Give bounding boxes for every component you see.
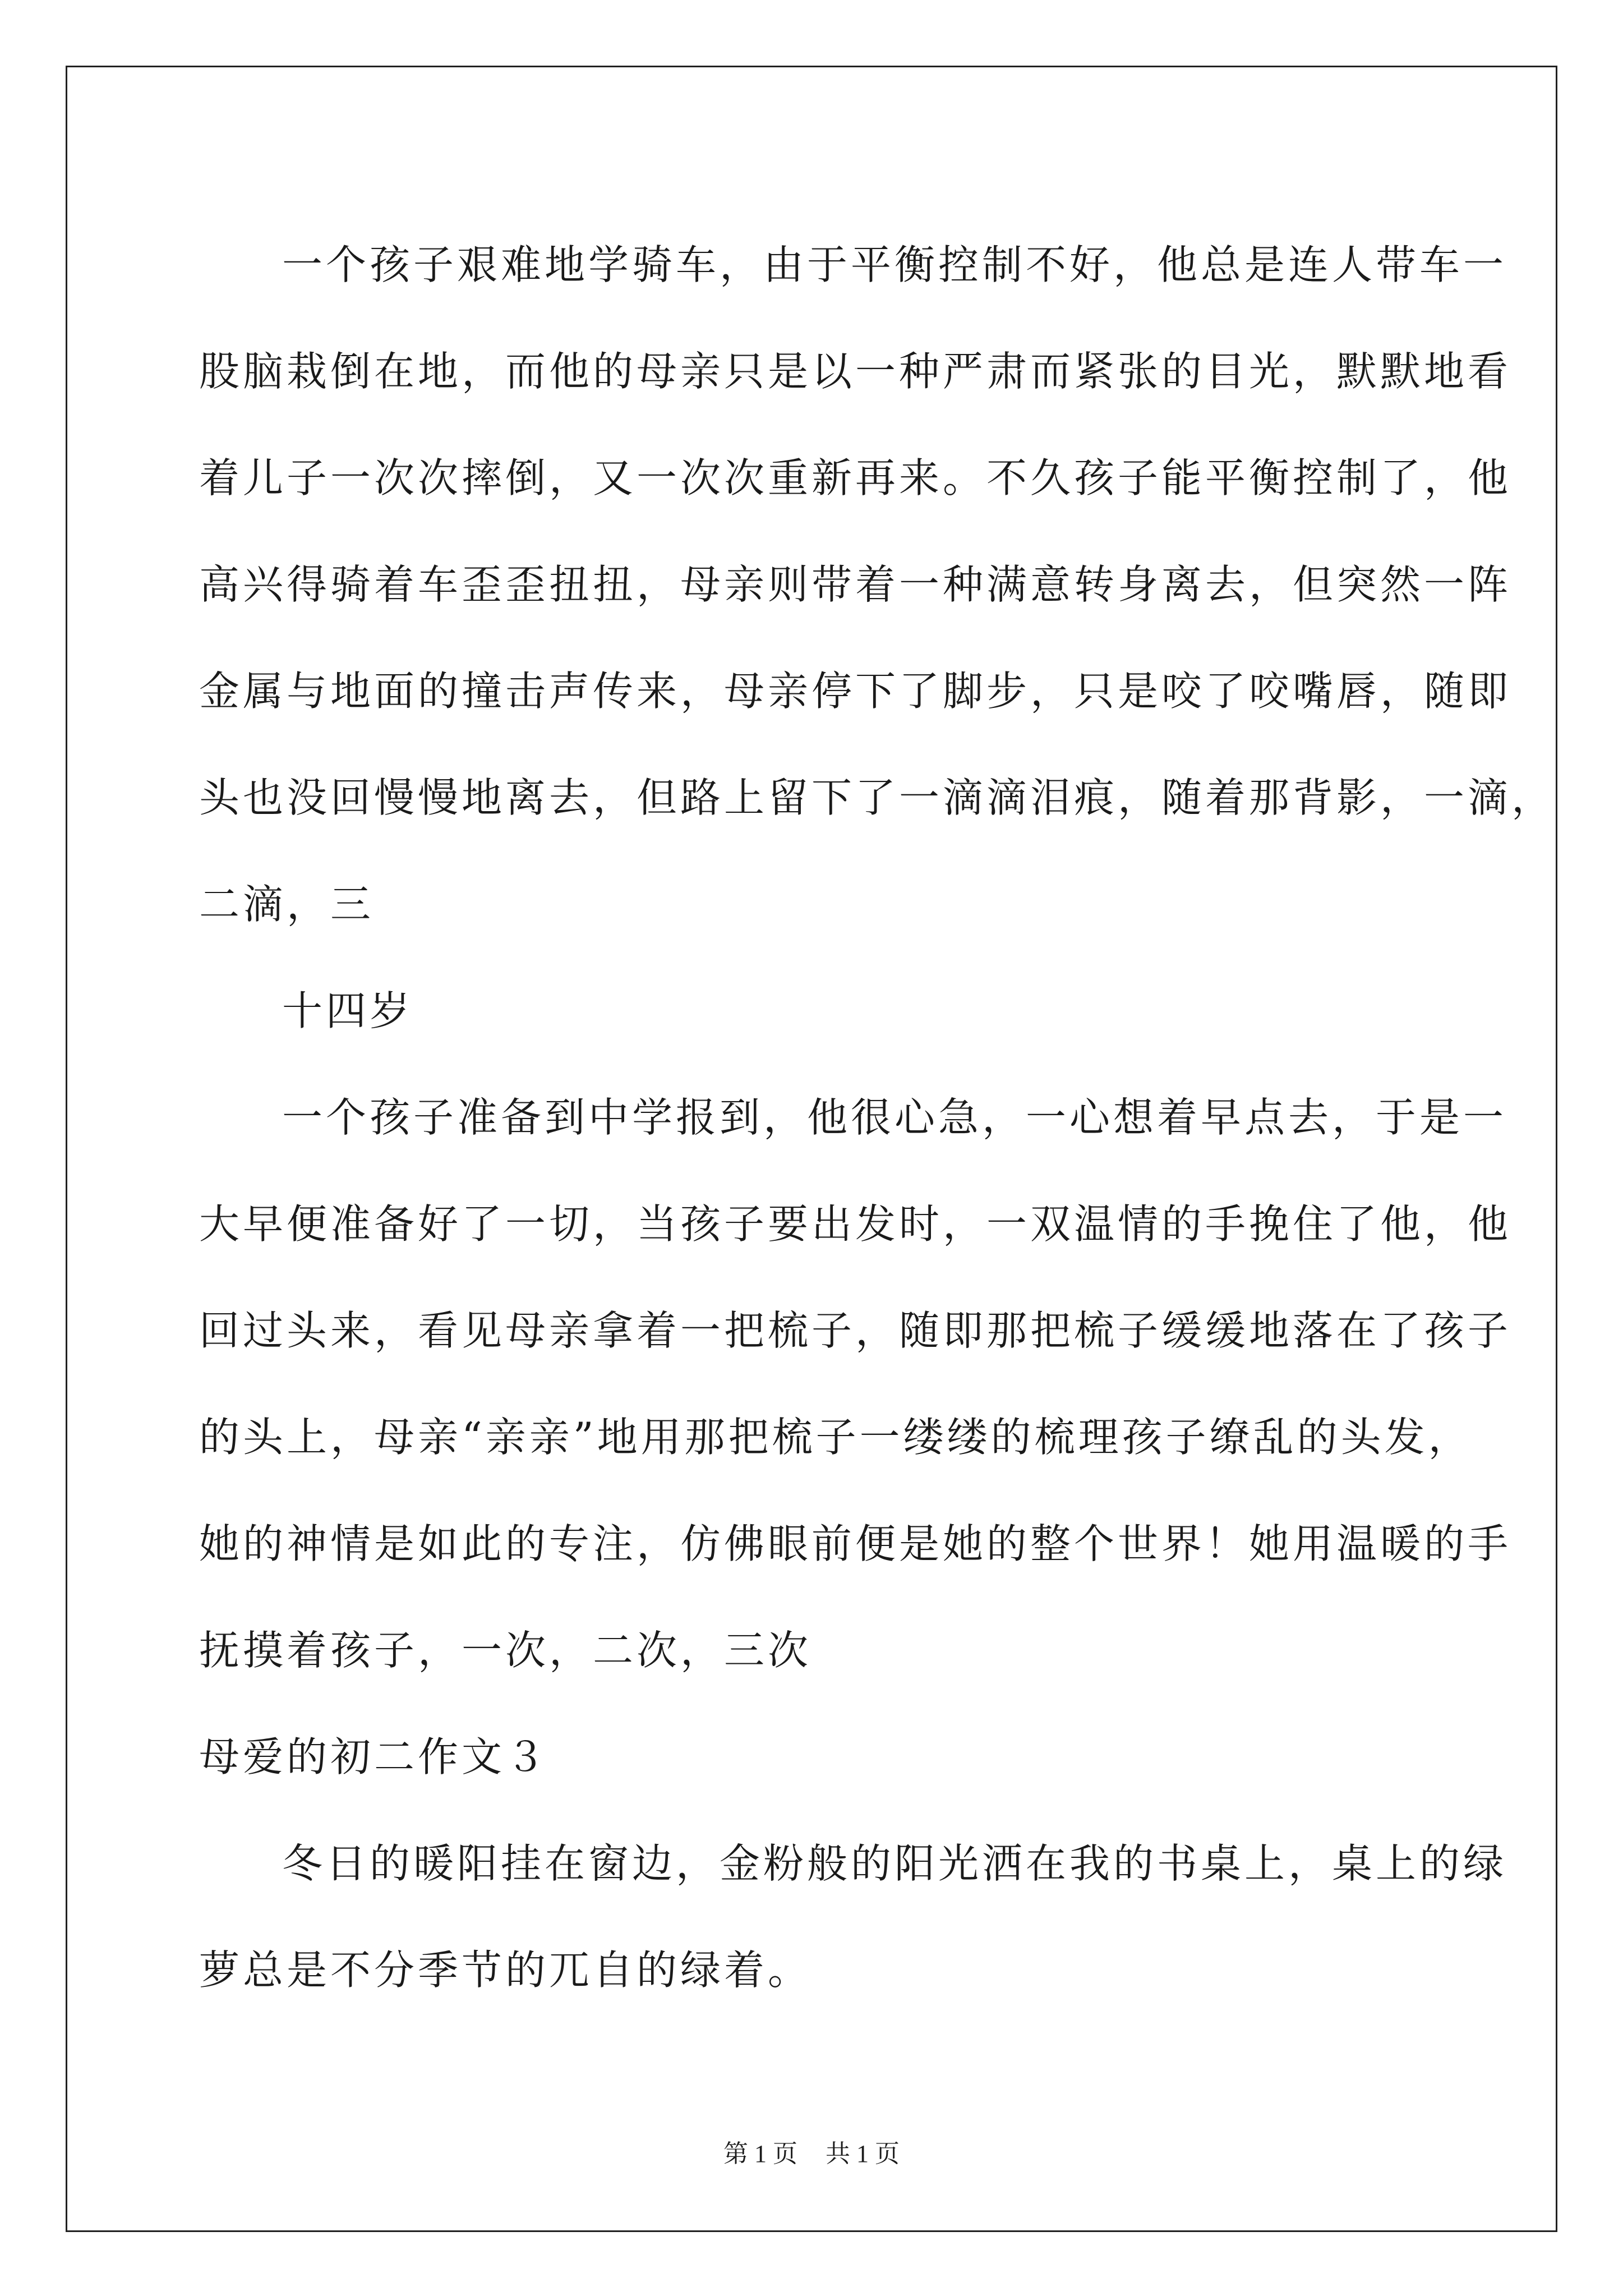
paragraph-line: 萝总是不分季节的兀自的绿着。 xyxy=(199,1947,812,1994)
paragraph-line: 头也没回慢慢地离去，但路上留下了一滴滴泪痕，随着那背影，一滴， xyxy=(199,774,1556,821)
section-subtitle: 十四岁 xyxy=(282,987,414,1034)
paragraph-line: 高兴得骑着车歪歪扭扭，母亲则带着一种满意转身离去，但突然一阵 xyxy=(199,561,1512,608)
page-total: 共 1 页 xyxy=(826,2140,900,2168)
paragraph-line: 一个孩子准备到中学报到，他很心急，一心想着早点去，于是一 xyxy=(282,1094,1507,1141)
paragraph-line: 回过头来，看见母亲拿着一把梳子，随即那把梳子缓缓地落在了孩子 xyxy=(199,1307,1512,1354)
page-footer xyxy=(0,2137,1623,2171)
document-body xyxy=(199,211,1556,2023)
paragraph-line: 着儿子一次次摔倒，又一次次重新再来。不久孩子能平衡控制了，他 xyxy=(199,454,1512,501)
paragraph-line: 二滴，三 xyxy=(199,881,375,928)
paragraph-line: 股脑栽倒在地，而他的母亲只是以一种严肃而紧张的目光，默默地看 xyxy=(199,348,1512,395)
page-number: 第 1 页 xyxy=(723,2140,797,2168)
essay-heading: 母爱的初二作文３ xyxy=(199,1733,550,1780)
paragraph-line: 大早便准备好了一切，当孩子要出发时，一双温情的手挽住了他，他 xyxy=(199,1200,1512,1248)
paragraph-line: 抚摸着孩子，一次，二次，三次 xyxy=(199,1627,812,1674)
paragraph-line: 的头上，母亲“亲亲”地用那把梳子一缕缕的梳理孩子缭乱的头发， xyxy=(199,1414,1472,1461)
paragraph-line: 她的神情是如此的专注，仿佛眼前便是她的整个世界！她用温暖的手 xyxy=(199,1520,1512,1567)
paragraph-line: 冬日的暖阳挂在窗边，金粉般的阳光洒在我的书桌上，桌上的绿 xyxy=(282,1840,1507,1887)
paragraph-line: 一个孩子艰难地学骑车，由于平衡控制不好，他总是连人带车一 xyxy=(282,241,1507,288)
paragraph-line: 金属与地面的撞击声传来，母亲停下了脚步，只是咬了咬嘴唇，随即 xyxy=(199,668,1512,715)
